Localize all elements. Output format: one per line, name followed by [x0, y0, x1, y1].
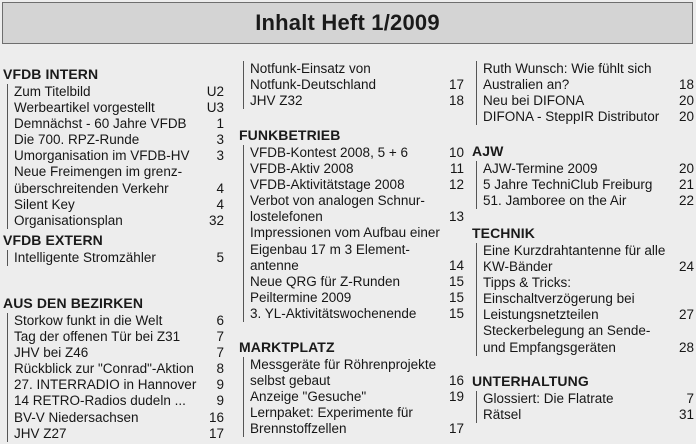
toc-page-number: 11 — [449, 161, 464, 177]
toc-entry — [483, 407, 694, 423]
toc-page-number: 8 — [216, 361, 224, 377]
toc-page-number: 19 — [448, 389, 464, 405]
section-items — [476, 161, 694, 209]
toc-entry — [250, 161, 464, 177]
toc-entry — [250, 61, 464, 93]
toc-page-number: 7 — [216, 345, 224, 361]
toc-entry-text: Die 700. RPZ-Runde — [14, 132, 140, 148]
section-items — [7, 313, 225, 442]
section-items — [243, 357, 464, 437]
toc-entry-text: Storkow funkt in die Welt — [14, 313, 163, 328]
section-title: UNTERHALTUNG — [472, 373, 589, 389]
toc-entry — [250, 93, 464, 109]
section-funkbetrieb — [239, 127, 464, 322]
toc-entry — [483, 109, 694, 125]
toc-entry-text: Rätsel — [483, 407, 522, 423]
toc-page-number: 32 — [208, 212, 224, 228]
toc-page-number: 5 — [216, 250, 224, 265]
toc-entry-text: Peiltermine 2009 — [250, 289, 352, 305]
toc-page-number: 15 — [448, 289, 464, 305]
section-title: VFDB INTERN — [3, 66, 99, 82]
section-items — [7, 84, 225, 229]
toc-entry-text: JHV Z27 — [14, 425, 67, 441]
toc-entry-text: Anzeige "Gesuche" — [250, 389, 367, 405]
toc-entry — [14, 410, 225, 426]
section-items — [476, 391, 694, 423]
toc-entry — [483, 93, 694, 109]
toc-entry — [14, 132, 225, 148]
toc-entry-text: Demnächst - 60 Jahre VFDB — [14, 116, 187, 132]
toc-entry-text: Eigenbau 17 m 3 Element- — [250, 241, 410, 257]
toc-entry-text: selbst gebaut — [250, 373, 331, 389]
toc-entry — [250, 357, 464, 389]
toc-entry — [14, 213, 225, 229]
section-items — [7, 250, 225, 266]
toc-entry-text: Australien an? — [483, 77, 570, 93]
toc-page-number: 4 — [216, 196, 224, 212]
toc-page-number: U2 — [206, 84, 224, 99]
toc-entry-text: Lernpaket: Experimente für — [250, 405, 413, 421]
toc-entry — [14, 393, 225, 409]
toc-entry — [250, 177, 464, 193]
toc-entry — [14, 250, 225, 266]
toc-entry-text: antenne — [250, 257, 299, 273]
toc-page-number: 7 — [686, 391, 694, 406]
toc-page-number: 17 — [208, 425, 224, 441]
section-continued — [472, 61, 694, 125]
section-items — [476, 61, 694, 125]
toc-entry-text: Neu bei DIFONA — [483, 93, 585, 109]
section-aus-den-bezirken — [3, 295, 225, 442]
toc-entry — [14, 329, 225, 345]
toc-page-number: 31 — [678, 407, 694, 423]
toc-entry — [14, 426, 225, 442]
toc-entry-text: Notfunk-Deutschland — [250, 77, 377, 93]
toc-entry — [14, 164, 225, 196]
section-items — [243, 61, 464, 109]
toc-entry-text: Intelligente Stromzähler — [14, 250, 156, 265]
toc-entry-text: Rückblick zur "Conrad"-Aktion — [14, 361, 194, 377]
toc-entry — [250, 225, 464, 273]
toc-entry — [250, 145, 464, 161]
toc-entry-text: 51. Jamboree on the Air — [483, 193, 627, 209]
toc-entry — [14, 100, 225, 116]
toc-entry-text: Steckerbelegung an Sende- — [483, 323, 651, 339]
toc-entry — [483, 391, 694, 407]
toc-entry — [14, 377, 225, 393]
toc-entry-text: Werbeartikel vorgestellt — [14, 100, 155, 116]
toc-entry — [483, 61, 694, 93]
toc-page-number: 1 — [216, 116, 224, 132]
toc-entry — [250, 405, 464, 437]
toc-header-banner — [2, 2, 693, 44]
toc-entry — [14, 361, 225, 377]
toc-page-number: 15 — [448, 273, 464, 289]
toc-entry-text: Organisationsplan — [14, 212, 123, 228]
toc-entry-text: überschreitenden Verkehr — [14, 180, 169, 196]
toc-entry — [14, 116, 225, 132]
toc-page-number: 21 — [678, 177, 694, 193]
toc-entry-text: 27. INTERRADIO in Hannover — [14, 377, 197, 393]
toc-entry-text: Eine Kurzdrahtantenne für alle — [483, 243, 666, 258]
toc-entry — [250, 274, 464, 290]
section-unterhaltung — [472, 373, 694, 423]
toc-page-number: 3 — [216, 132, 224, 148]
toc-page-number: 13 — [448, 209, 464, 225]
toc-page-number: U3 — [206, 100, 224, 116]
toc-entry-text: Brennstoffzellen — [250, 421, 347, 437]
toc-page-number: 14 — [448, 257, 464, 273]
toc-page-number: 10 — [448, 145, 464, 160]
section-title: VFDB EXTERN — [3, 232, 103, 248]
toc-entry-text: Zum Titelbild — [14, 84, 91, 99]
toc-entry-text: Einschaltverzögerung bei — [483, 291, 635, 307]
section-continued — [239, 61, 464, 109]
toc-page-number: 20 — [678, 109, 694, 125]
toc-entry — [483, 275, 694, 323]
section-ajw — [472, 143, 694, 209]
section-title: AJW — [472, 143, 504, 159]
toc-entry-text: 5 Jahre TechniClub Freiburg — [483, 177, 653, 193]
toc-entry-text: Tipps & Tricks: — [483, 275, 572, 291]
toc-entry-text: Verbot von analogen Schnur- — [250, 193, 425, 209]
toc-page-number: 9 — [216, 393, 224, 409]
toc-entry-text: Notfunk-Einsatz von — [250, 61, 371, 76]
toc-entry-text: VFDB-Kontest 2008, 5 + 6 — [250, 145, 408, 160]
toc-entry-text: Ruth Wunsch: Wie fühlt sich — [483, 61, 652, 76]
toc-entry-text: Neue QRG für Z-Runden — [250, 273, 401, 289]
toc-entry-text: lostelefonen — [250, 209, 323, 225]
toc-entry-text: Messgeräte für Röhrenprojekte — [250, 357, 437, 372]
toc-page-number: 4 — [216, 180, 224, 196]
toc-entry — [483, 193, 694, 209]
toc-page-number: 18 — [448, 93, 464, 109]
toc-page-number: 17 — [448, 421, 464, 437]
section-vfdb-intern — [3, 66, 225, 229]
toc-entry-text: VFDB-Aktivitätstage 2008 — [250, 177, 405, 193]
toc-page-number: 6 — [216, 313, 224, 328]
toc-entry — [14, 313, 225, 329]
toc-entry — [483, 323, 694, 355]
toc-page-number: 3 — [216, 148, 224, 164]
toc-page-number: 7 — [216, 329, 224, 345]
section-title: AUS DEN BEZIRKEN — [3, 295, 144, 311]
toc-entry — [483, 243, 694, 275]
toc-page-number: 20 — [678, 161, 694, 176]
toc-page-number: 12 — [448, 177, 464, 193]
toc-page-number: 20 — [678, 93, 694, 109]
toc-entry-text: 14 RETRO-Radios dudeln ... — [14, 393, 186, 409]
section-items — [243, 145, 464, 322]
toc-entry-text: Leistungsnetzteilen — [483, 307, 599, 323]
toc-entry — [14, 197, 225, 213]
toc-page-number: 16 — [448, 373, 464, 389]
section-items — [476, 243, 694, 356]
toc-entry — [483, 177, 694, 193]
toc-entry-text: Neue Freimengen im grenz- — [14, 164, 183, 180]
toc-entry — [14, 345, 225, 361]
toc-page-number: 16 — [208, 409, 224, 425]
toc-entry — [14, 84, 225, 100]
toc-page-number: 28 — [678, 339, 694, 355]
toc-title: Inhalt Heft 1/2009 — [255, 10, 440, 35]
toc-page-number: 24 — [678, 259, 694, 275]
section-vfdb-extern — [3, 232, 225, 266]
toc-entry-text: AJW-Termine 2009 — [483, 161, 598, 176]
toc-entry-text: KW-Bänder — [483, 259, 553, 275]
toc-entry — [250, 193, 464, 225]
toc-entry-text: Impressionen vom Aufbau einer — [250, 225, 440, 241]
toc-entry — [14, 148, 225, 164]
toc-page-number: 17 — [448, 77, 464, 93]
toc-entry-text: Glossiert: Die Flatrate — [483, 391, 614, 406]
toc-page-number: 9 — [216, 377, 224, 393]
section-title: FUNKBETRIEB — [239, 127, 341, 143]
toc-page-number: 15 — [448, 305, 464, 321]
toc-entry — [483, 161, 694, 177]
toc-entry-text: JHV bei Z46 — [14, 345, 89, 361]
toc-page-number: 22 — [678, 193, 694, 209]
toc-entry-text: Silent Key — [14, 196, 75, 212]
toc-entry — [250, 290, 464, 306]
toc-entry-text: VFDB-Aktiv 2008 — [250, 161, 354, 177]
toc-entry-text: JHV Z32 — [250, 93, 303, 109]
toc-entry-text: Tag der offenen Tür bei Z31 — [14, 329, 181, 345]
toc-entry — [250, 306, 464, 322]
section-technik — [472, 225, 694, 356]
toc-entry-text: und Empfangsgeräten — [483, 339, 616, 355]
toc-entry-text: BV-V Niedersachsen — [14, 409, 139, 425]
toc-entry-text: 3. YL-Aktivitätswochenende — [250, 305, 417, 321]
toc-entry-text: DIFONA - SteppIR Distributor — [483, 109, 660, 125]
section-marktplatz — [239, 339, 464, 437]
toc-entry — [250, 389, 464, 405]
toc-page-number: 18 — [678, 77, 694, 93]
toc-entry-text: Umorganisation im VFDB-HV — [14, 148, 190, 164]
toc-page-number: 27 — [678, 307, 694, 323]
section-title: TECHNIK — [472, 225, 535, 241]
section-title: MARKTPLATZ — [239, 339, 335, 355]
